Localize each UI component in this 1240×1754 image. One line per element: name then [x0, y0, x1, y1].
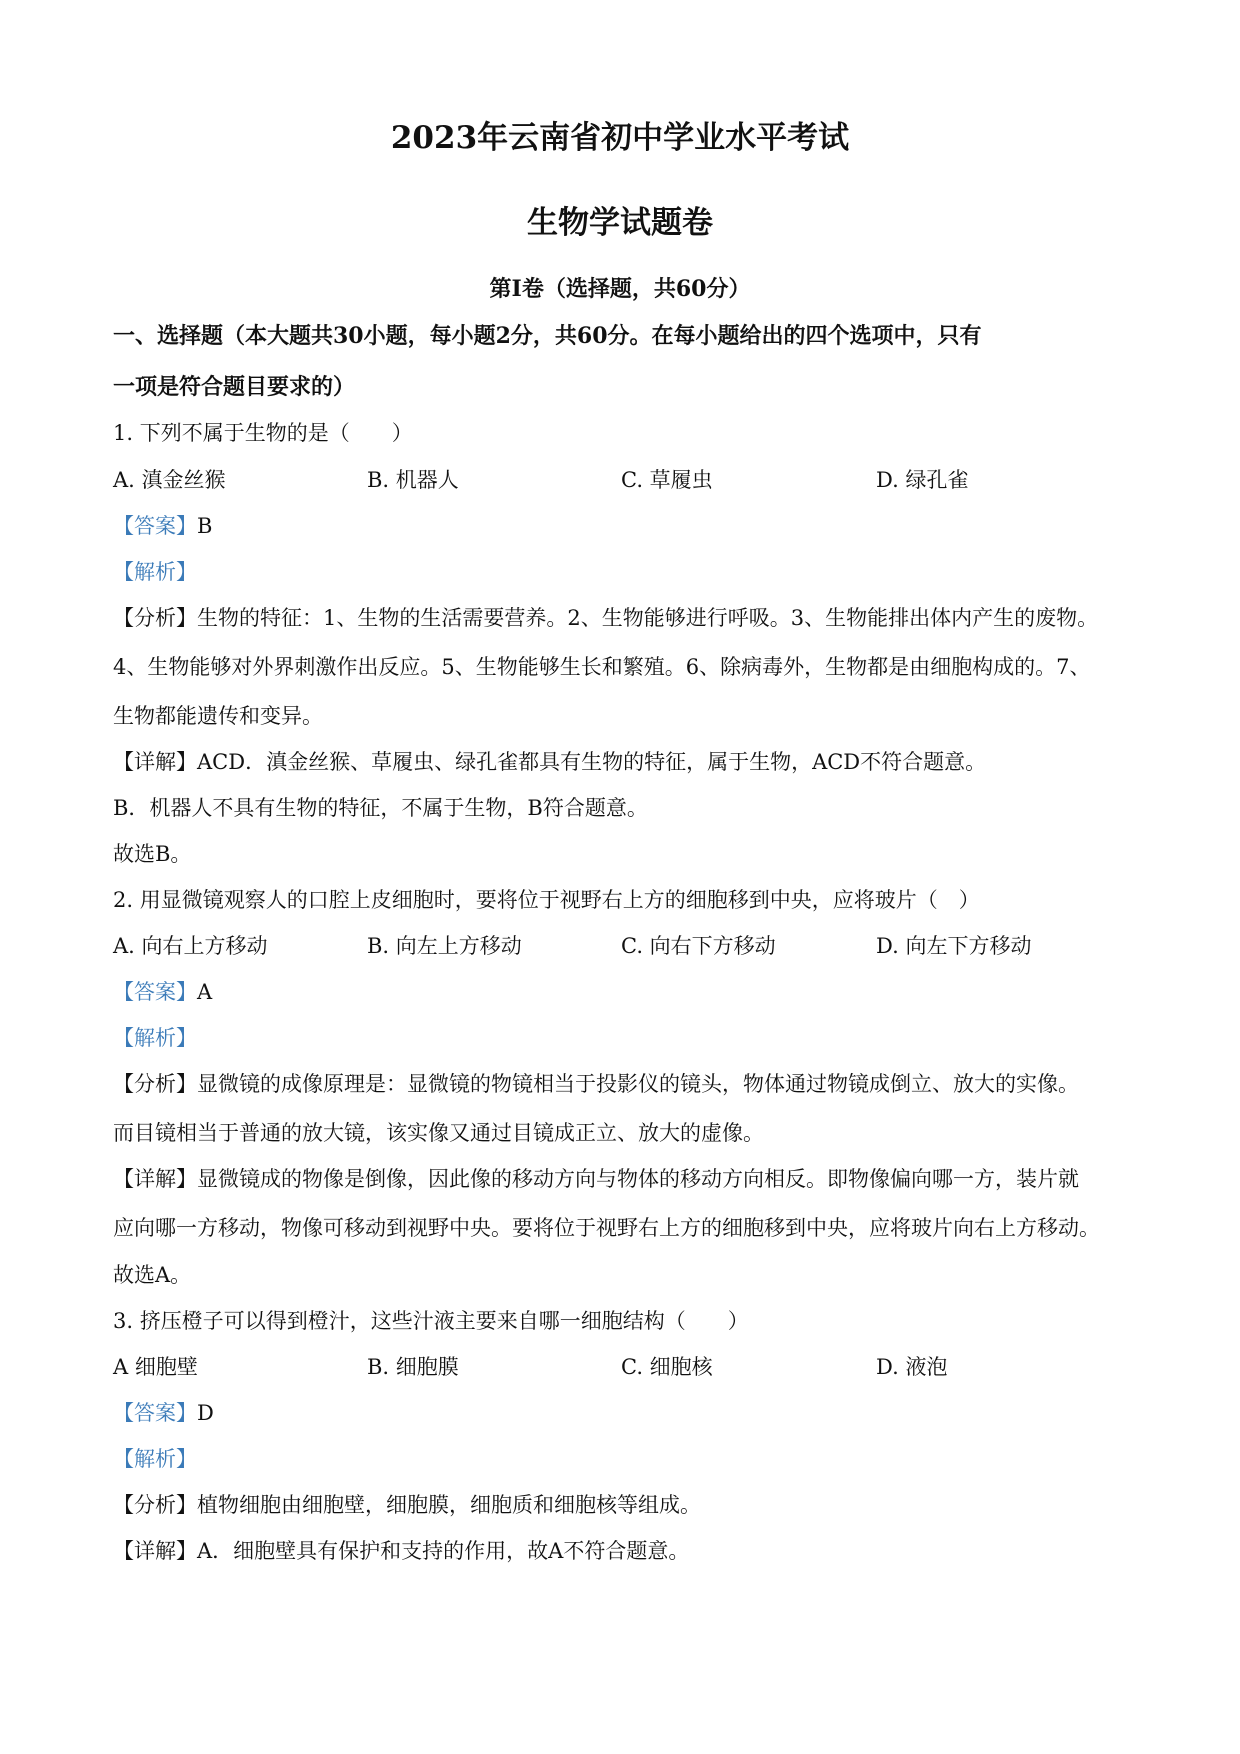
q3-option-c: C. 细胞核: [621, 1355, 713, 1379]
answer-tag: 【答案】: [113, 980, 197, 1004]
volume-heading: 第Ⅰ卷（选择题，共60分）: [489, 276, 751, 302]
q2-detail-line1: [113, 1165, 1079, 1193]
analysis-tag: 【解析】: [113, 560, 197, 584]
q1-option-d: D. 绿孔雀: [876, 468, 969, 492]
q3-analysis-tag: [113, 1445, 197, 1473]
q2-fenxi-text1: 显微镜的成像原理是：显微镜的物镜相当于投影仪的镜头，物体通过物镜成倒立、放大的实像。: [197, 1072, 1079, 1096]
q3-detail-line1: [113, 1537, 689, 1565]
q1-option-a: A. 滇金丝猴: [113, 468, 226, 492]
section-heading-line2: 一项是符合题目要求的）: [113, 374, 356, 400]
q1-detail-text1: ACD．滇金丝猴、草履虫、绿孔雀都具有生物的特征，属于生物，ACD不符合题意。: [197, 750, 987, 774]
q2-stem: 2. 用显微镜观察人的口腔上皮细胞时，要将位于视野右上方的细胞移到中央，应将玻片（ ）: [113, 888, 980, 912]
detail-tag: 【详解】: [113, 1539, 197, 1563]
q3-option-d: D. 液泡: [876, 1355, 948, 1379]
q2-detail-text1: 显微镜成的物像是倒像，因此像的移动方向与物体的移动方向相反。即物像偏向哪一方，装片就: [197, 1167, 1079, 1191]
q2-fenxi-line2: 而目镜相当于普通的放大镜，该实像又通过目镜成正立、放大的虚像。: [113, 1121, 764, 1145]
q1-fenxi-text1: 生物的特征：1、生物的生活需要营养。2、生物能够进行呼吸。3、生物能排出体内产生的废物。: [197, 606, 1099, 630]
detail-tag: 【详解】: [113, 750, 197, 774]
q3-option-a: A 细胞壁: [113, 1355, 198, 1379]
analysis-tag: 【解析】: [113, 1026, 197, 1050]
q1-fenxi-line3: 生物都能遗传和变异。: [113, 704, 323, 728]
q3-answer: [113, 1399, 214, 1427]
q1-fenxi-line2: 4、生物能够对外界刺激作出反应。5、生物能够生长和繁殖。6、除病毒外，生物都是由细胞构成的。7、: [113, 655, 1091, 679]
fenxi-tag: 【分析】: [113, 1493, 197, 1517]
q2-answer: [113, 978, 212, 1006]
q1-analysis-tag: [113, 558, 197, 586]
section-heading-line1: 一、选择题（本大题共30小题，每小题2分，共60分。在每小题给出的四个选项中，只有: [113, 323, 982, 349]
answer-tag: 【答案】: [113, 1401, 197, 1425]
q2-analysis-tag: [113, 1024, 197, 1052]
q1-answer-value: B: [197, 514, 213, 538]
q1-option-c: C. 草履虫: [621, 468, 713, 492]
q3-stem: 3. 挤压橙子可以得到橙汁，这些汁液主要来自哪一细胞结构（ ）: [113, 1309, 749, 1333]
q2-conclusion: 故选A。: [113, 1263, 192, 1287]
q3-option-b: B. 细胞膜: [367, 1355, 459, 1379]
exam-title: 2023年云南省初中学业水平考试: [390, 120, 850, 156]
q2-answer-value: A: [197, 980, 213, 1004]
exam-subtitle: 生物学试题卷: [527, 205, 713, 241]
q2-fenxi-line1: [113, 1070, 1079, 1098]
q3-detail-text1: A．细胞壁具有保护和支持的作用，故A不符合题意。: [197, 1539, 690, 1563]
answer-tag: 【答案】: [113, 514, 197, 538]
q1-stem: 1. 下列不属于生物的是（ ）: [113, 421, 413, 445]
q3-fenxi-line1: [113, 1491, 701, 1519]
q2-option-b: B. 向左上方移动: [367, 934, 522, 958]
q3-fenxi-text1: 植物细胞由细胞壁，细胞膜，细胞质和细胞核等组成。: [197, 1493, 701, 1517]
q3-answer-value: D: [197, 1401, 214, 1425]
detail-tag: 【详解】: [113, 1167, 197, 1191]
q1-conclusion: 故选B。: [113, 842, 192, 866]
analysis-tag: 【解析】: [113, 1447, 197, 1471]
q2-option-c: C. 向右下方移动: [621, 934, 776, 958]
q2-option-a: A. 向右上方移动: [113, 934, 268, 958]
q1-answer: [113, 512, 212, 540]
fenxi-tag: 【分析】: [113, 606, 197, 630]
q1-fenxi-line1: [113, 604, 1098, 632]
q2-option-d: D. 向左下方移动: [876, 934, 1032, 958]
q1-detail-line2: B．机器人不具有生物的特征，不属于生物，B符合题意。: [113, 796, 648, 820]
q1-detail-line1: [113, 748, 986, 776]
fenxi-tag: 【分析】: [113, 1072, 197, 1096]
q1-option-b: B. 机器人: [367, 468, 459, 492]
q2-detail-line2: 应向哪一方移动，物像可移动到视野中央。要将位于视野右上方的细胞移到中央，应将玻片向右上方移动。: [113, 1216, 1100, 1240]
